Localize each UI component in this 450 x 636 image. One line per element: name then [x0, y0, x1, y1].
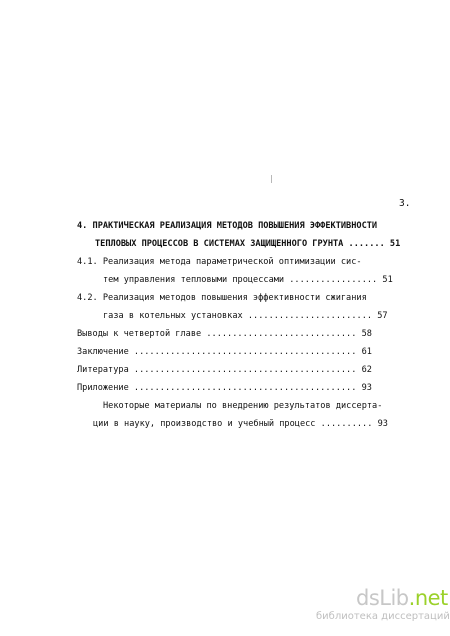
watermark-logo-main: dsLib: [356, 586, 409, 610]
watermark-caption: библиотека диссертаций: [316, 611, 450, 622]
toc-appendix-description-line-1: Некоторые материалы по внедрению результатов диссерта-: [103, 401, 383, 411]
toc-conclusions-chapter-4: Выводы к четвертой главе ............................. 58: [77, 329, 372, 339]
toc-chapter-4-title-line-1: 4. ПРАКТИЧЕСКАЯ РЕАЛИЗАЦИЯ МЕТОДОВ ПОВЫШЕНИЯ ЭФФЕКТИВНОСТИ: [77, 221, 378, 231]
toc-appendix: Приложение ........................................... 93: [77, 383, 372, 393]
toc-section-4-1-line-1: 4.1. Реализация метода параметрической оптимизации сис-: [77, 257, 362, 267]
page-number: 3.: [399, 198, 411, 209]
watermark[interactable]: [312, 586, 450, 630]
watermark-logo: [356, 586, 448, 610]
toc-conclusion: Заключение ........................................... 61: [77, 347, 372, 357]
toc-chapter-4-title-line-2: ТЕПЛОВЫХ ПРОЦЕССОВ В СИСТЕМАХ ЗАЩИЩЕННОГО ГРУНТА ....... 51: [95, 239, 401, 249]
toc-appendix-description-line-2: ции в науку, производство и учебный процесс .......... 93: [93, 419, 388, 429]
scan-mark: [271, 175, 272, 183]
toc-section-4-2-line-2: газа в котельных установках ........................ 57: [103, 311, 388, 321]
toc-section-4-1-line-2: тем управления тепловыми процессами ................. 51: [103, 275, 393, 285]
toc-literature: Литература ........................................... 62: [77, 365, 372, 375]
watermark-logo-accent: .net: [408, 586, 448, 610]
toc-section-4-2-line-1: 4.2. Реализация методов повышения эффективности сжигания: [77, 293, 367, 303]
